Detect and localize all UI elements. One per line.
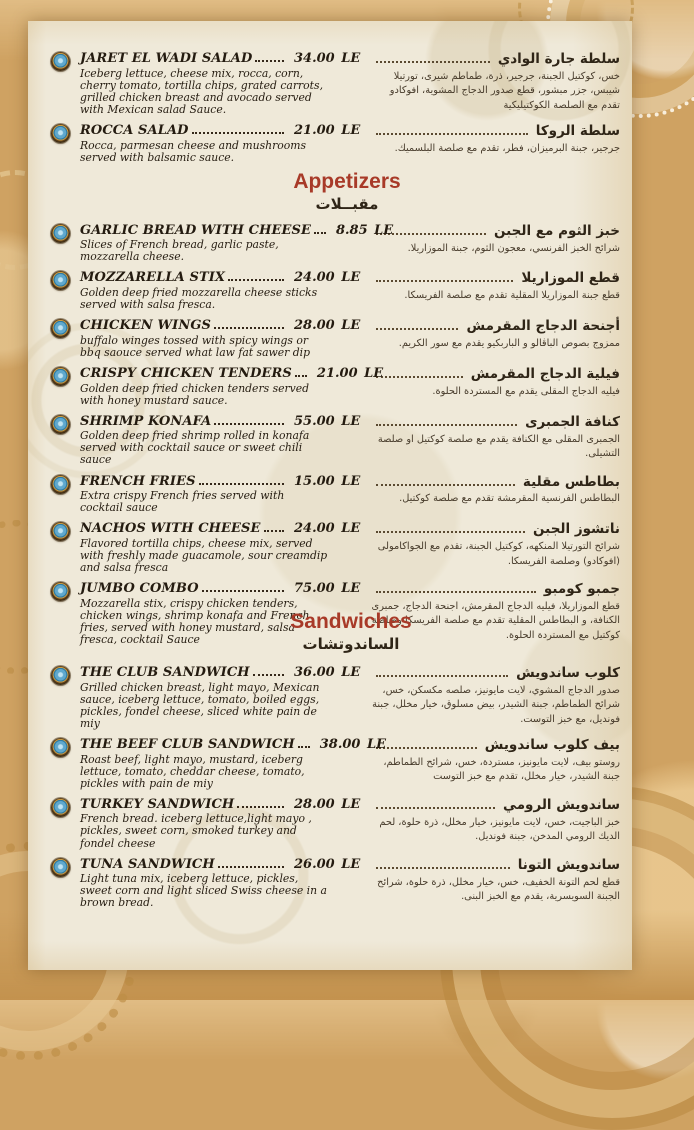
menu-item-row [50,123,620,164]
item-price: 15.00 LE [294,473,361,489]
item-title-line [80,856,361,873]
menu-item-row [50,414,620,467]
item-price: 28.00 LE [294,318,361,334]
menu-item-arabic [368,366,620,407]
item-description-en: Light tuna mix, iceberg lettuce, pickles, sweet corn and light sliced Swiss cheese in a brown bread. [80,872,327,910]
item-price: 24.00 LE [294,521,361,537]
item-title-line [80,796,361,813]
menu-item-arabic [368,223,620,264]
restaurant-medallion-icon [51,858,70,877]
dotted-leader [202,590,284,592]
item-price: 34.00 LE [294,51,361,66]
menu-item-row [50,270,620,311]
dotted-leader-ar [376,133,528,135]
dotted-leader [237,806,284,808]
item-name-ar: ساندويش التونا [517,856,620,873]
restaurant-medallion-icon [51,124,70,143]
item-description-ar: شرائح الخبز الفرنسي، معجون الثوم، جبنة الموزاريلا. [407,242,620,254]
item-title-line [80,122,361,139]
dotted-leader [214,327,284,329]
item-name-ar: قطع الموزاريلا [521,270,620,287]
menu-item-row [50,474,620,515]
item-price: 28.00 LE [294,796,361,812]
item-name-ar: ساندويش الرومي [503,796,620,813]
item-description-en: Rocca, parmesan cheese and mushrooms served with balsamic sauce. [80,138,307,164]
item-title-line [80,51,361,67]
restaurant-medallion-icon [51,475,70,494]
menu-item-english [50,222,394,264]
menu-item-english [50,736,386,790]
dotted-leader [253,674,284,676]
dotted-leader-ar [376,867,510,869]
item-title-line [80,270,361,286]
dotted-leader-ar [376,61,490,63]
menu-item-english [50,413,361,467]
restaurant-medallion-icon [51,798,70,817]
menu-item-english [50,270,361,312]
section-header [66,611,632,653]
dotted-leader-ar [376,328,458,330]
menu-sheet [28,21,632,970]
item-price: 24.00 LE [294,270,361,286]
item-description-ar: فيليه الدجاج المقلى يقدم مع المستردة الحلوة. [432,385,620,397]
menu-item-arabic [368,414,620,467]
item-name-en: TUNA SANDWICH [80,856,215,872]
item-title-line-ar [368,581,620,598]
menu-item-row [50,665,620,730]
dotted-leader-ar [376,675,508,677]
item-title-line-ar [368,797,620,814]
dotted-leader-ar [376,591,536,593]
item-price: 21.00 LE [294,122,361,138]
item-description-en: Mozzarella stix, crispy chicken tenders, chicken wings, shrimp konafa and French fries, served with honey mustard, salsa fresca, cocktail Sauce [80,596,310,646]
dotted-leader-ar [376,807,495,809]
item-price: 8.85 LE [335,222,394,238]
menu-item-arabic [368,51,620,116]
menu-item-english [50,665,361,730]
menu-item-arabic [368,857,620,910]
item-description-ar: البطاطس الفرنسية المقرمشة تقدم مع صلصة كوكتيل. [399,493,620,505]
section-title-en: Sandwiches [290,610,412,634]
item-title-line [80,665,361,681]
restaurant-medallion-icon [51,522,70,541]
item-name-en: FRENCH FRIES [80,473,196,489]
dotted-leader-ar [376,280,513,282]
item-title-line [80,413,361,430]
item-description-ar: صدور الدجاج المشوي، لايت مايونيز، صلصه مكسكن، خس، شرائح الطماطم، جبنة الشيدر، بيض مسلوق، خيار مخلل، جبنة فونديل، مع خبز التوست. [372,684,620,725]
menu-item-row [50,366,620,407]
section-title-ar: مقبــلات [315,194,379,213]
item-name-ar: سلطة جارة الوادي [497,51,620,67]
dotted-leader-ar [376,531,525,533]
restaurant-medallion-icon [51,582,70,601]
menu-item-row [50,857,620,910]
menu-item-english [50,122,361,164]
restaurant-medallion-icon [51,738,70,757]
restaurant-medallion-icon [51,367,70,386]
dotted-leader [199,483,284,485]
item-title-line [80,473,361,490]
menu-item-row [50,51,620,116]
dotted-leader [264,530,284,532]
menu-item-english [50,796,361,850]
item-name-en: TURKEY SANDWICH [80,796,235,812]
section-title-ar: الساندوتشات [302,635,400,654]
item-title-line-ar [368,665,620,682]
item-price: 75.00 LE [294,581,361,597]
item-title-line-ar [368,123,620,140]
menu-item-english [50,473,361,515]
item-title-line [80,736,386,753]
menu-item-arabic [368,665,620,730]
item-name-ar: كلوب ساندويش [516,665,620,682]
item-title-line [80,365,384,382]
item-name-en: MOZZARELLA STIX [80,270,226,286]
item-name-en: JARET EL WADI SALAD [80,51,253,66]
dotted-leader [255,60,284,62]
menu-item-arabic [368,521,620,574]
item-title-line-ar [368,474,620,491]
item-name-ar: أجنحة الدجاج المقرمش [466,318,620,335]
item-name-ar: ناتشوز الجبن [533,521,620,538]
menu-item-arabic [368,318,620,359]
item-name-ar: خبز الثوم مع الجبن [494,222,620,239]
item-name-en: NACHOS WITH CHEESE [80,521,261,537]
dotted-leader [218,866,284,868]
item-description-ar: شرائح التورتيلا المنكهه، كوكتيل الجبنة، تقدم مع الجواكامولى (افوكادو) وصلصة الفريسكا. [377,541,620,567]
item-description-en: buffalo winges tossed with spicy wings or bbq saouce served what law fat sawer dip [80,333,311,359]
item-description-ar: ممزوج بصوص الباڤالو و الباربكيو يقدم مع سور الكريم. [398,338,620,350]
item-description-en: Golden deep fried mozzarella cheese sticks served with salsa fresca. [80,286,318,312]
item-description-en: Grilled chicken breast, light mayo, Mexican sauce, iceberg lettuce, tomato, boiled eggs, pickles, fondel cheese, sliced white pain de miy [80,680,320,730]
menu-item-row [50,797,620,850]
item-name-ar: جمبو كومبو [543,581,620,598]
item-title-line-ar [368,51,620,68]
item-description-ar: الجمبرى المقلى مع الكنافة يقدم مع صلصة كوكتيل او صلصة التشيلى. [377,433,620,460]
item-title-line-ar [368,857,620,874]
menu-item-arabic [368,474,620,515]
restaurant-medallion-icon [51,224,70,243]
dotted-leader-ar [376,376,463,378]
item-title-line [80,222,394,239]
item-description-en: Golden deep fried shrimp rolled in konafa served with cocktail sauce or sweet chili sauce [80,429,310,467]
menu-item-english [50,51,361,116]
item-description-en: Extra crispy French fries served with cocktail sauce [80,489,285,515]
item-description-en: Iceberg lettuce, cheese mix, rocca, corn, cherry tomato, tortilla chips, grated carrots, grilled chicken breast and avocado served with Mexican salad Sauce. [80,66,323,116]
item-title-line-ar [368,521,620,538]
item-name-ar: فيلية الدجاج المقرمش [470,365,620,382]
menu-item-arabic [368,797,620,850]
item-description-ar: قطع جبنة الموزاريلا المقلية تقدم مع صلصة الفريسكا. [404,290,620,302]
item-name-ar: بطاطس مقلية [522,473,620,490]
item-title-line [80,521,361,537]
item-name-en: ROCCA SALAD [80,122,189,138]
item-title-line-ar [368,270,620,287]
menu-item-arabic [368,270,620,311]
item-title-line-ar [368,366,620,383]
dotted-leader [298,746,310,748]
item-name-en: THE CLUB SANDWICH [80,665,250,681]
item-description-en: French bread. iceberg lettuce,light mayo , pickles, sweet corn, smoked turkey and fondel cheese [80,812,312,850]
item-name-en: SHRIMP KONAFA [80,413,212,429]
item-description-en: Slices of French bread, garlic paste, mozzarella cheese. [80,238,279,264]
item-name-en: GARLIC BREAD WITH CHEESE [80,222,311,238]
item-description-ar: روستو بيف، لايت مايونيز، مستردة، خس، شرائح الطماطم، جبنة الشيدر، خيار مخلل، تقدم مع خبز التوست [383,756,620,783]
section-header [62,171,632,213]
item-price: 26.00 LE [294,856,361,872]
item-description-en: Golden deep fried chicken tenders served with honey mustard sauce. [80,381,310,407]
restaurant-medallion-icon [51,666,70,685]
item-name-ar: بيف كلوب ساندويش [484,736,620,753]
dotted-leader-ar [376,484,515,486]
item-name-en: JUMBO COMBO [80,581,199,597]
item-title-line-ar [368,737,620,754]
menu-item-arabic [368,123,620,164]
section-title-en: Appetizers [293,169,401,193]
item-title-line-ar [368,414,620,431]
item-title-line-ar [368,223,620,240]
dotted-leader [192,132,284,134]
restaurant-medallion-icon [51,52,70,71]
item-description-ar: قطع الموزاريلا، فيليه الدجاج المقرمش، اجنحة الدجاج، جمبرى الكنافة، و البطاطس المقلية تقدم مع صلصة الفريسكا وصلصة كوكتيل مع المستردة الحلوة. [371,600,620,641]
item-description-ar: قطع لحم التونة الخفيف، خس، خيار مخلل، ذرة حلوة، شرائح الجبنة السويسرية، يقدم مع الخبز البنى. [377,876,620,902]
restaurant-medallion-icon [51,319,70,338]
item-name-en: THE BEEF CLUB SANDWICH [80,736,295,752]
menu-item-english [50,856,361,910]
menu-item-english [50,365,384,407]
dotted-leader-ar [376,747,477,749]
menu-item-row [50,737,620,790]
dotted-leader [295,375,307,377]
item-price: 55.00 LE [294,413,361,429]
menu-content [50,51,620,909]
dotted-leader [228,279,284,281]
dotted-leader-ar [376,424,517,426]
menu-item-row [50,521,620,574]
item-description-ar: خبز الباجيت، خس، لايت مايونيز، خيار مخلل، ذرة حلوة، لحم الديك الرومي المدخن، جبنة فونديل. [379,816,620,843]
item-price: 36.00 LE [294,665,361,681]
menu-item-row [50,223,620,264]
item-title-line [80,581,361,597]
item-title-line [80,318,361,334]
item-description-en: Roast beef, light mayo, mustard, iceberg lettuce, tomato, cheddar cheese, tomato, pickles with pain de miy [80,752,305,790]
item-price: 38.00 LE [319,736,386,752]
menu-item-arabic [368,737,620,790]
dotted-leader [314,232,326,234]
item-name-en: CHICKEN WINGS [80,318,212,334]
item-description-ar: خس، كوكتيل الجبنة، جرجير، ذرة، طماطم شيرى، تورتيلا شيبس، جزر مبشور، قطع صدور الدجاج المشوية، افوكادو تقدم مع الصلصة الكوكتيليكية [389,70,620,111]
item-title-line-ar [368,318,620,335]
dotted-leader [214,423,284,425]
item-name-ar: كنافة الجمبرى [525,413,620,430]
menu-item-row [50,318,620,359]
restaurant-medallion-icon [51,271,70,290]
item-description-ar: جرجير، جبنة البرميزان، فطر، تقدم مع صلصة البلسميك. [394,142,620,154]
restaurant-medallion-icon [51,415,70,434]
menu-item-english [50,318,361,359]
item-name-en: CRISPY CHICKEN TENDERS [80,365,292,381]
item-price: 21.00 LE [316,365,384,381]
item-description-en: Flavored tortilla chips, cheese mix, served with freshly made guacamole, sour creamdip and salsa fresca [80,536,328,575]
item-name-ar: سلطة الروكا [535,122,620,139]
menu-item-english [50,521,361,575]
